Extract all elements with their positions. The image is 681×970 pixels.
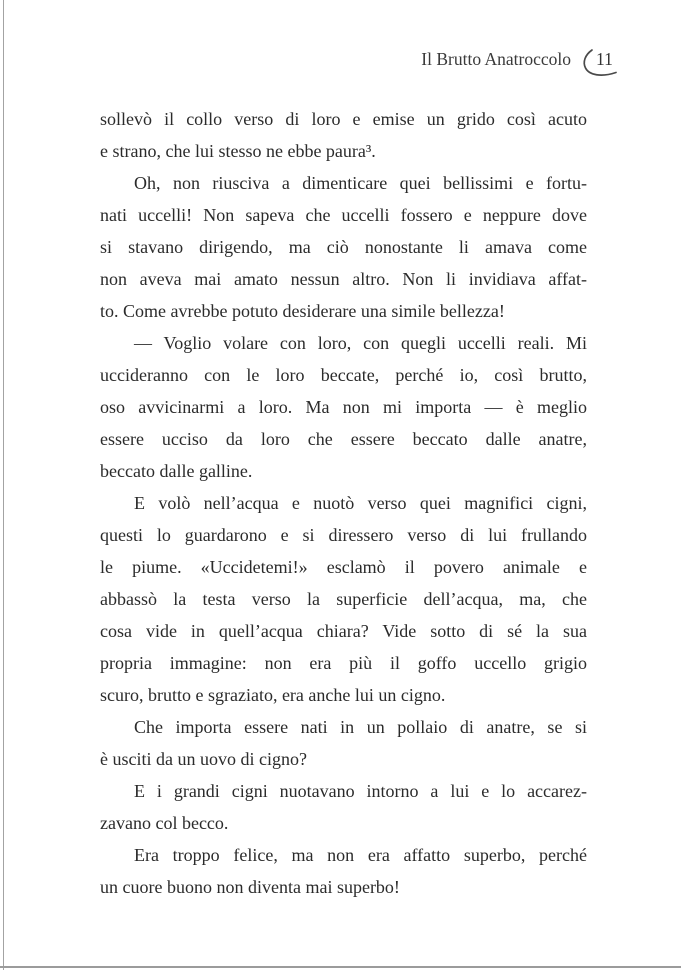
text-line: è usciti da un uovo di cigno? (100, 749, 307, 769)
text-line: un cuore buono non diventa mai superbo! (100, 877, 400, 897)
text-line: essere ucciso da loro che essere beccato dalle anatre, (100, 429, 587, 449)
text-line: scuro, brutto e sgraziato, era anche lui un cigno. (100, 685, 446, 705)
page-left-edge-line (3, 0, 4, 970)
text-line: questi lo guardarono e si diressero verso di lui frullando (100, 525, 587, 545)
page-bottom-edge-line (0, 966, 681, 968)
text-line: oso avvicinarmi a loro. Ma non mi importa — è meglio (100, 397, 587, 417)
text-line: cosa vide in quell’acqua chiara? Vide sotto di sé la sua (100, 621, 587, 641)
paragraph (100, 167, 587, 327)
running-header (421, 48, 621, 80)
text-line: nati uccelli! Non sapeva che uccelli fossero e neppure dove (100, 205, 587, 225)
paragraph (100, 775, 587, 839)
text-line: E i grandi cigni nuotavano intorno a lui e lo accarez- (134, 781, 587, 801)
page-number-group (579, 48, 621, 80)
paragraph (100, 103, 587, 167)
text-line: zavano col becco. (100, 813, 229, 833)
page-number: 11 (596, 49, 613, 69)
text-block (100, 103, 587, 903)
text-line: Oh, non riusciva a dimenticare quei bellissimi e fortu- (134, 173, 587, 193)
paragraph (100, 327, 587, 487)
text-line: si stavano dirigendo, ma ciò nonostante li amava come (100, 237, 587, 257)
text-line: Era troppo felice, ma non era affatto superbo, perché (134, 845, 587, 865)
text-line: beccato dalle galline. (100, 461, 253, 481)
running-title: Il Brutto Anatroccolo (421, 49, 571, 69)
text-line: — Voglio volare con loro, con quegli uccelli reali. Mi (134, 333, 587, 353)
text-line: non aveva mai amato nessun altro. Non li invidiava affat- (100, 269, 587, 289)
paragraph (100, 711, 587, 775)
text-line: abbassò la testa verso la superficie dell’acqua, ma, che (100, 589, 587, 609)
text-line: sollevò il collo verso di loro e emise un grido così acuto (100, 109, 587, 129)
text-line: Che importa essere nati in un pollaio di anatre, se si (134, 717, 587, 737)
text-line: le piume. «Uccidetemi!» esclamò il povero animale e (100, 557, 587, 577)
text-line: uccideranno con le loro beccate, perché io, così brutto, (100, 365, 587, 385)
text-line: to. Come avrebbe potuto desiderare una simile bellezza! (100, 301, 505, 321)
text-line: propria immagine: non era più il goffo uccello grigio (100, 653, 587, 673)
text-line: E volò nell’acqua e nuotò verso quei magnifici cigni, (134, 493, 587, 513)
paragraph (100, 839, 587, 903)
paragraph (100, 487, 587, 711)
text-line: e strano, che lui stesso ne ebbe paura³. (100, 141, 376, 161)
